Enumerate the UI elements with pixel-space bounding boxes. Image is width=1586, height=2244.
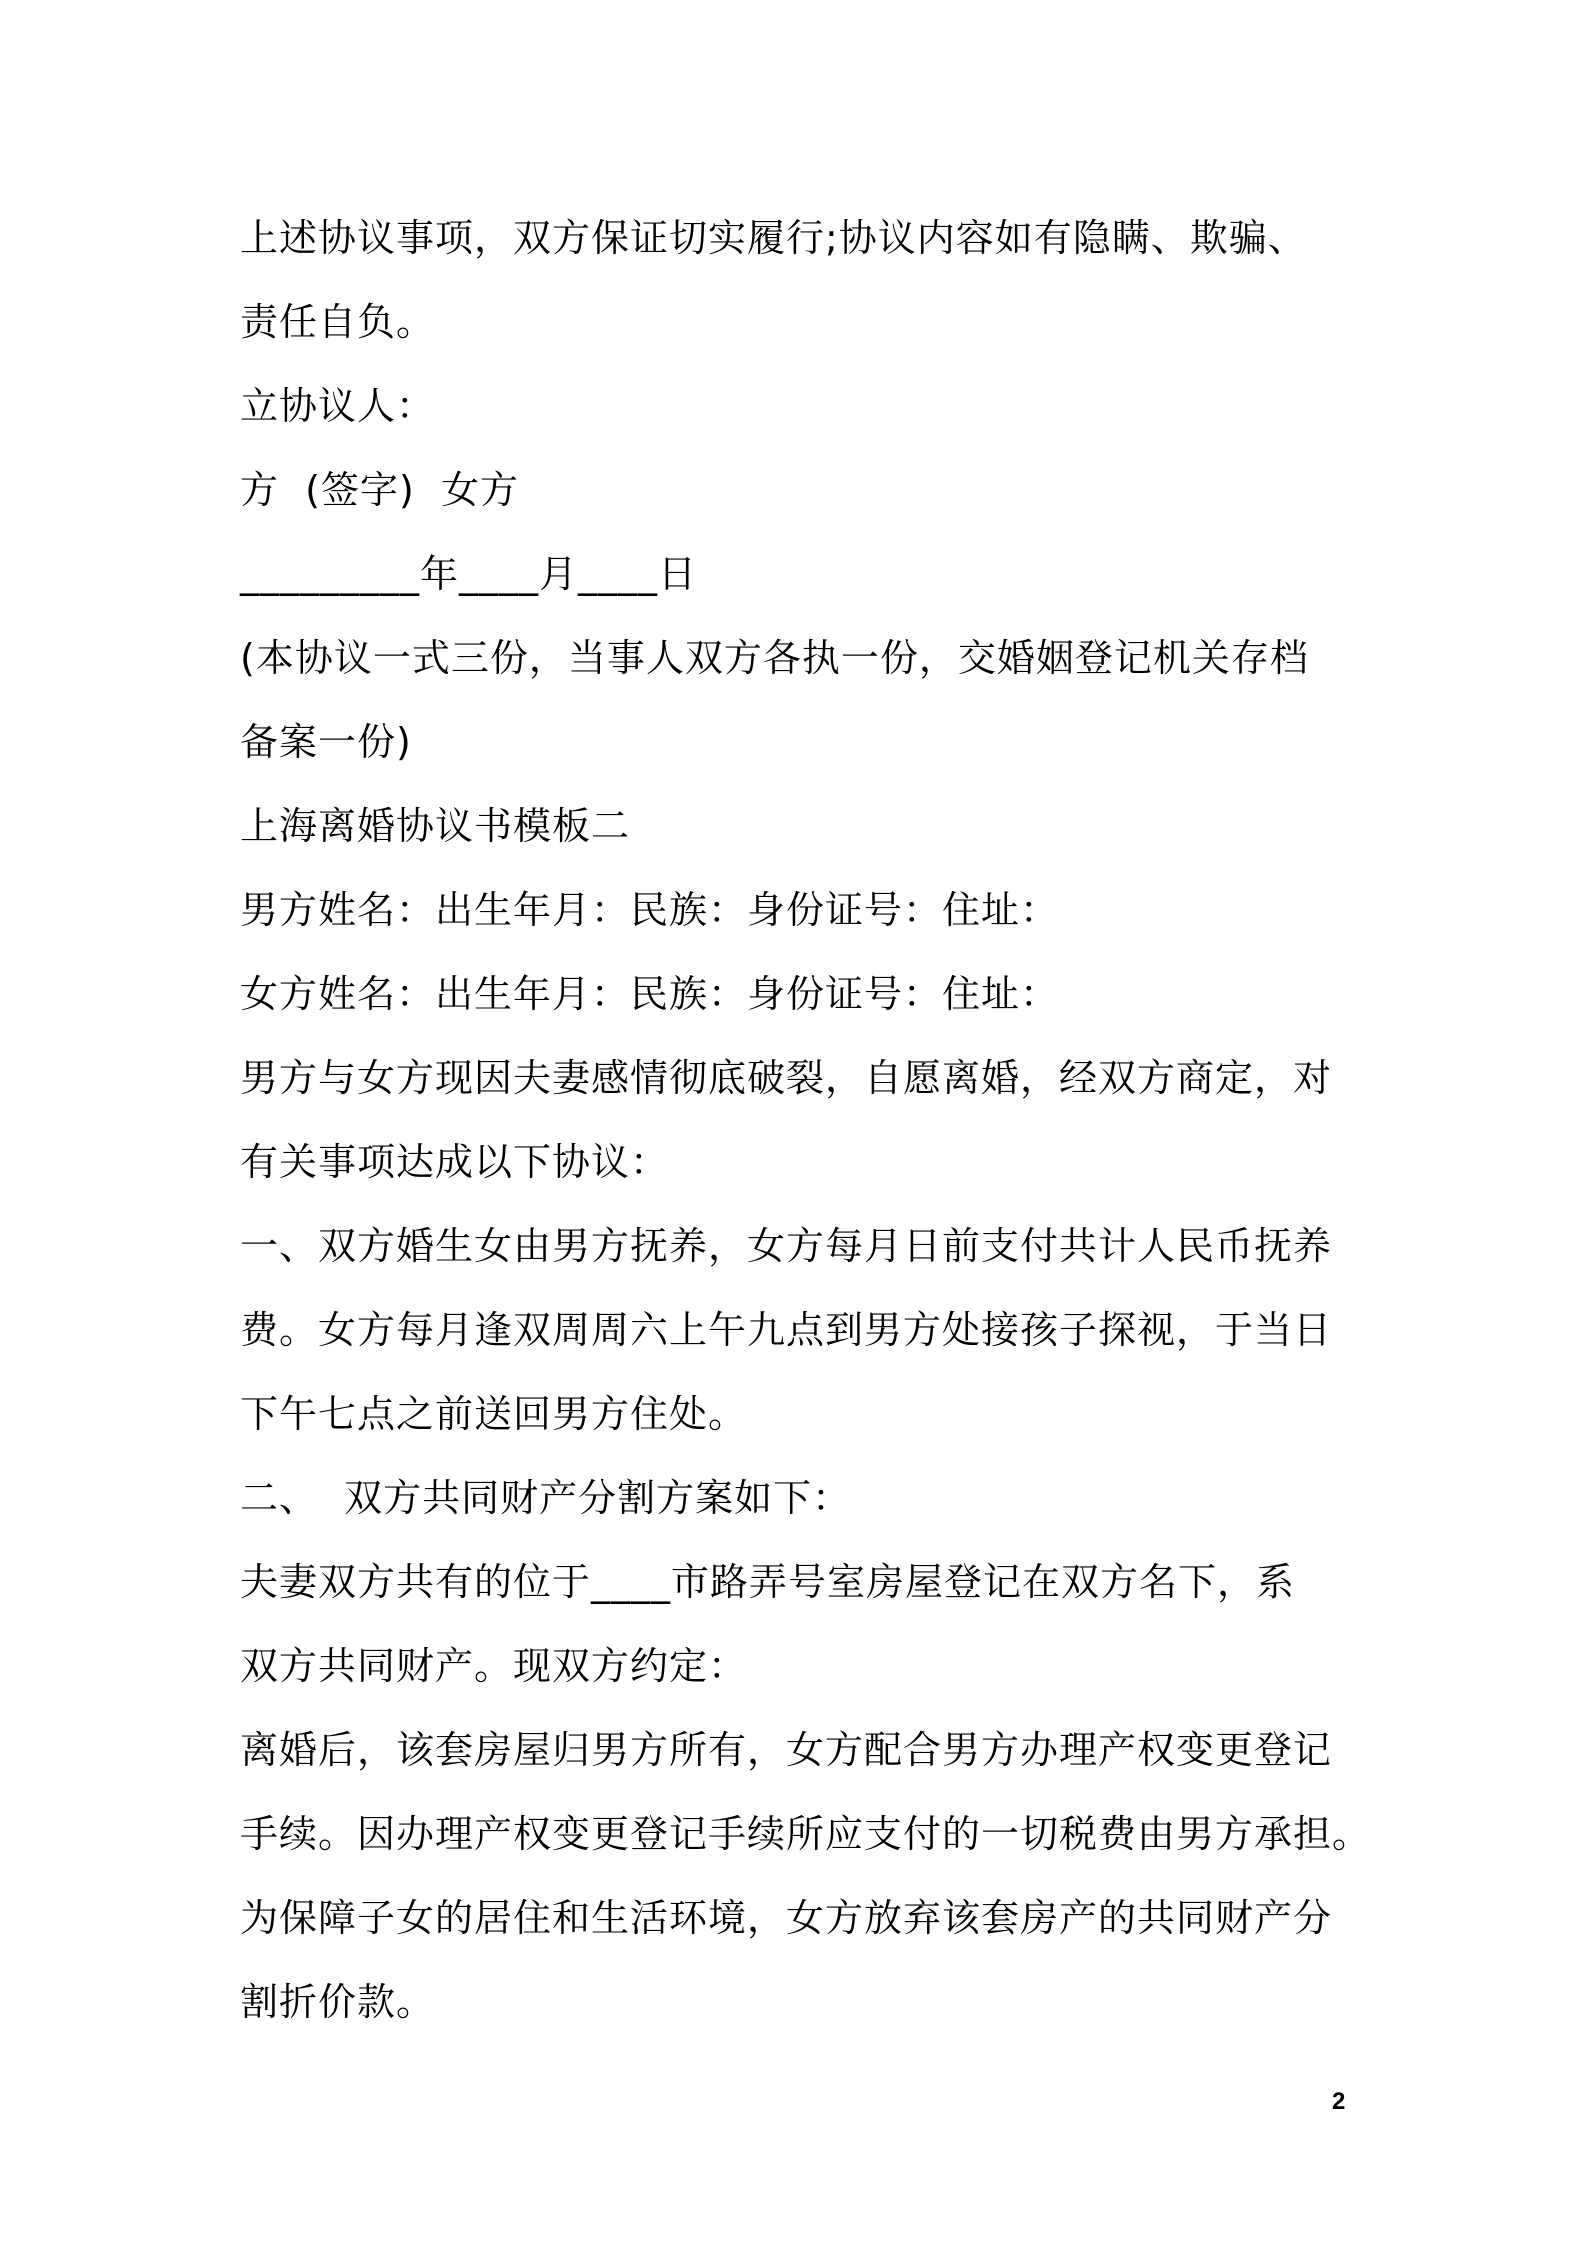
clause-2-line-4: 手续。因办理产权变更登记手续所应支付的一切税费由男方承担。 (240, 1812, 1372, 1856)
text-line-4: 方 (签字) 女方 (240, 468, 519, 512)
text-line-6: (本协议一式三份，当事人双方各执一份，交婚姻登记机关存档 (240, 636, 1309, 680)
section-title: 上海离婚协议书模板二 (240, 804, 631, 848)
page-number: 2 (1332, 2088, 1346, 2115)
clause-2-line-1: 夫妻双方共有的位于____市路弄号室房屋登记在双方名下，系 (240, 1560, 1296, 1604)
date-line: _________年____月____日 (240, 552, 698, 596)
text-line-12: 有关事项达成以下协议： (240, 1140, 670, 1184)
clause-1-line-2: 费。女方每月逢双周周六上午九点到男方处接孩子探视，于当日 (240, 1308, 1333, 1352)
clause-2-line-6: 割折价款。 (240, 1980, 436, 2024)
female-info-line: 女方姓名：出生年月：民族：身份证号：住址： (240, 972, 1060, 1016)
male-info-line: 男方姓名：出生年月：民族：身份证号：住址： (240, 888, 1060, 932)
clause-2-line-3: 离婚后，该套房屋归男方所有，女方配合男方办理产权变更登记 (240, 1728, 1333, 1772)
document-body (240, 196, 1370, 2044)
clause-1-line-1: 一、双方婚生女由男方抚养，女方每月日前支付共计人民币抚养 (240, 1224, 1333, 1268)
clause-1-line-3: 下午七点之前送回男方住处。 (240, 1392, 748, 1436)
text-line-1: 上述协议事项，双方保证切实履行;协议内容如有隐瞒、欺骗、 (240, 216, 1307, 260)
text-line-11: 男方与女方现因夫妻感情彻底破裂，自愿离婚，经双方商定，对 (240, 1056, 1333, 1100)
clause-2-line-2: 双方共同财产。现双方约定： (240, 1644, 748, 1688)
text-line-3: 立协议人： (240, 384, 436, 428)
clause-2-line-5: 为保障子女的居住和生活环境，女方放弃该套房产的共同财产分 (240, 1896, 1333, 1940)
text-line-2: 责任自负。 (240, 300, 436, 344)
text-line-7: 备案一份) (240, 720, 412, 764)
clause-2-heading: 二、 双方共同财产分割方案如下： (240, 1476, 852, 1520)
